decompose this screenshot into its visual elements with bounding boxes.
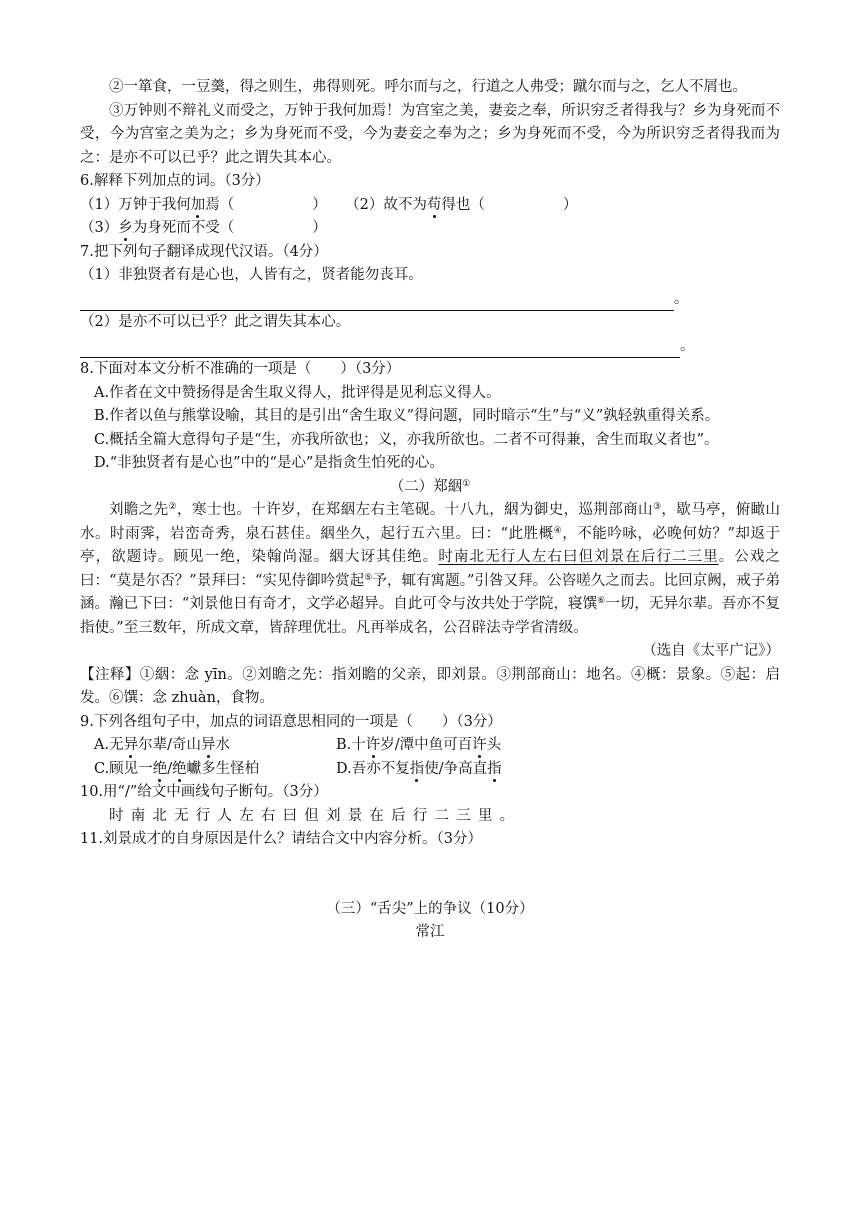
dotted: 绝 (152, 760, 168, 777)
footnote-mark: ⑤ (364, 572, 373, 583)
text: A.无 (94, 737, 124, 753)
text: 水 (215, 737, 230, 753)
q9-stem: 9.下列各组句子中，加点的词语意思相同的一项是（ ）（3分） (80, 713, 502, 730)
passage2-body (80, 499, 780, 640)
footnote-mark: ③ (652, 502, 662, 512)
q6-a-close: ） (312, 196, 327, 213)
q6-a-text2: 焉（ (205, 196, 235, 213)
dotted: 异 (200, 737, 216, 753)
q9-row2 (80, 758, 780, 782)
spacer (80, 852, 780, 898)
footnote-mark: ④ (553, 525, 563, 536)
q10-stem: 10.用“/”给文中画线句子断句。（3分） (80, 784, 328, 800)
q11-stem: 11.刘景成才的自身原因是什么？请结合文中内容分析。（3分） (80, 831, 483, 847)
text: 一切，无异尔辈。吾亦不复指使。”至三数年，所成文章，皆辞理优壮。凡再举成名，公召辟法寺学省清级。 (80, 596, 780, 636)
q6-line2 (80, 217, 780, 241)
text: ，歇马亭，俯瞰山水。时雨霁，岩峦奇秀，泉石甚佳。絪坐久，起行五六里。曰：“此胜概 (80, 502, 781, 542)
text: 岁/潭中鱼可百 (380, 737, 473, 753)
text: B.十 (336, 737, 366, 753)
q7-answer-line1 (80, 288, 780, 312)
q6-c-text: （3） (80, 220, 119, 236)
q9-option-c[interactable] (94, 758, 336, 782)
q6-b-text: （2）故不为 (345, 196, 427, 213)
q6-a-dotted: 加 (190, 196, 206, 213)
answer-line[interactable] (80, 341, 680, 358)
passage2-title (80, 476, 780, 500)
passage2-title-text: （二）郑絪 (389, 478, 463, 495)
q8-option-a[interactable]: A.作者在文中赞扬得是舍生取义得人，批评得是见利忘义得人。 (94, 384, 501, 401)
section3-author: 常江 (415, 924, 445, 940)
text: 使/争高直 (424, 760, 488, 777)
dotted: 绝 (172, 760, 187, 777)
q9-option-a[interactable] (94, 734, 336, 758)
q8-option-c[interactable]: C.概括全篇大意得句子是“生，亦我所欲也；义，亦我所欲也。二者不可得兼，舍生而取义者也”。 (94, 431, 719, 448)
q9-option-d[interactable] (336, 758, 578, 782)
q9-option-b[interactable] (336, 734, 578, 758)
text: 巘多生怪柏 (186, 760, 260, 777)
underlined-sentence: 时南北无行人左右曰但刘景在后行二三里 (438, 549, 719, 565)
dotted: 许 (472, 737, 487, 753)
text: ，寒士也。十许岁，在郑絪左右主笔砚。十八九，絪为御史，巡荆部商山 (176, 502, 653, 518)
passage2-source: （选自《太平广记》） (642, 643, 780, 659)
text: / (167, 760, 173, 777)
text: C.顾见一 (94, 760, 153, 777)
answer-line[interactable] (80, 294, 674, 311)
q7-stem: 7.把下列句子翻译成现代汉语。（4分） (80, 243, 328, 260)
q6-line1 (80, 194, 780, 218)
period: 。 (680, 337, 695, 354)
q6-c-close: ） (312, 220, 327, 236)
q8-stem: 8.下面对本文分析不准确的一项是（ ）（3分） (80, 361, 401, 377)
q8-option-b[interactable]: B.作者以鱼与熊掌设喻，其目的是引出“舍生取义”得问题，同时暗示“生”与“义”孰轻孰重得关系。 (94, 408, 720, 424)
q7-s2: （2）是亦不可以已乎？此之谓失其本心。 (80, 314, 351, 330)
q8-option-d[interactable]: D.“非独贤者有是心也”中的“是心”是指贪生怕死的心。 (94, 455, 444, 471)
text: 。公戏之曰：“莫是尔否？”景拜曰：“实见侍御吟赏起 (80, 549, 781, 589)
q6-b-close: ） (562, 196, 578, 213)
dotted: 指 (409, 760, 425, 777)
q6-c-text2: 为身死而不受（ (132, 220, 235, 236)
q6-b-text2: 得也（ (441, 196, 485, 213)
text: 尔辈/奇山 (138, 737, 201, 753)
passage1-para3: ③万钟则不辩礼义而受之，万钟于我何加焉！为宫室之美，妻妾之奉，所识穷乏者得我与？乡为身死而不受，今为宫室之美为之；乡为身死而不受，今为妻妾之奉为之；乡为身死而不受，今为所识穷乏者得我而为之：是亦不可以已乎？此之谓失其本心。 (80, 102, 780, 166)
q9-row1 (80, 734, 780, 758)
section3-title: （三）“舌尖”上的争议（10分） (326, 900, 534, 917)
q10-sentence[interactable]: 时南北无行人左右曰但刘景在后行二三里。 (109, 807, 522, 824)
text: 予，辄有寓题。”引咎又拜。公咨嗟久之而去。比回京阙，戒子弟涵。瀚已下曰：“刘景他日有奇才，文学必超异。自此可令与汝共处于学院，寝馔 (80, 572, 780, 612)
exam-page (80, 76, 780, 945)
dotted: 异 (123, 737, 139, 753)
footnote-mark: ② (168, 502, 177, 512)
q6-b-dotted: 苟 (426, 196, 442, 213)
passage2-notes: 【注释】①絪：念 yīn。②刘瞻之先：指刘瞻的父亲，即刘景。③荆部商山：地名。④概：景象。⑤起：启发。⑥馔：念 zhuàn，食物。 (80, 666, 780, 706)
text: 刘瞻之先 (109, 502, 169, 518)
text: ，不能吟咏，必晚何妨？”却返于亭，欲题诗。顾见一绝，染翰尚湿。絪大讶其佳绝。 (80, 525, 780, 565)
footnote-mark: ① (462, 478, 471, 489)
dotted: 指 (487, 760, 502, 777)
q6-a-text: （1）万钟于我何 (80, 196, 191, 213)
text: D.吾亦不复 (336, 760, 410, 777)
footnote-mark: ⑥ (597, 596, 606, 606)
q6-stem: 6.解释下列加点的词。（3分） (80, 173, 270, 189)
q7-s1: （1）非独贤者有是心也，人皆有之，贤者能勿丧耳。 (80, 267, 423, 283)
dotted: 许 (365, 737, 381, 753)
passage1-para2: ②一箪食，一豆羹，得之则生，弗得则死。呼尔而与之，行道之人弗受；蹴尔而与之，乞人不屑也。 (109, 79, 747, 95)
q6-c-dotted: 乡 (118, 220, 133, 236)
text: 头 (486, 737, 502, 753)
q7-answer-line2 (80, 335, 780, 359)
period: 。 (674, 290, 689, 307)
